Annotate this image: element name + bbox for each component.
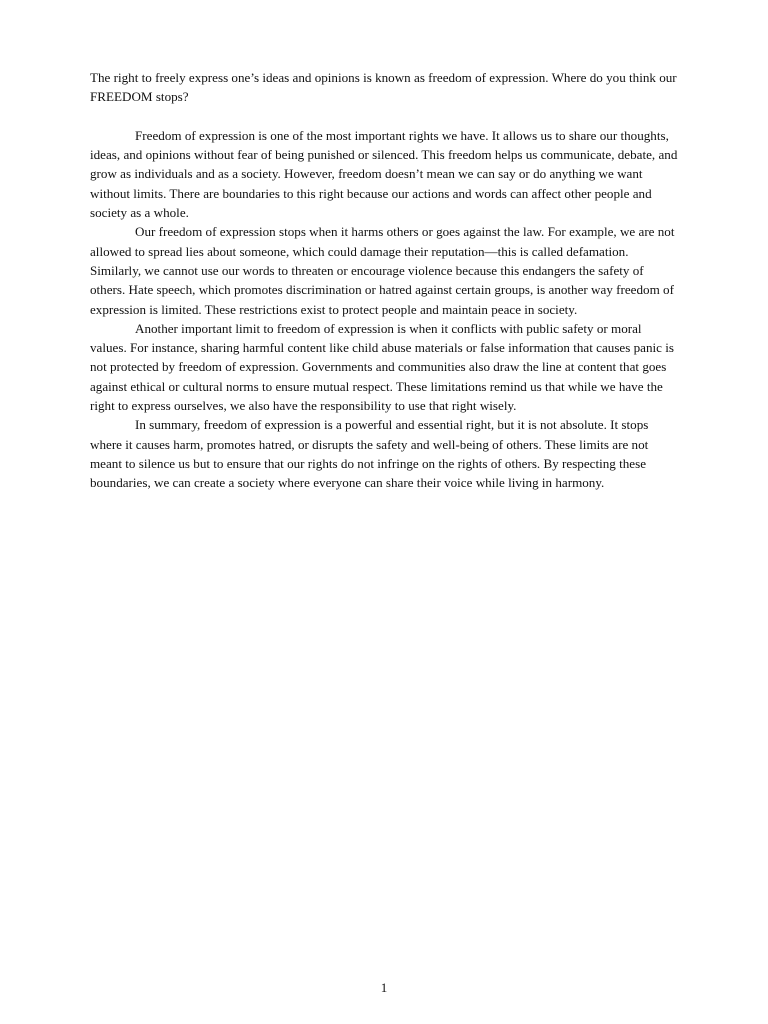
paragraph-summary: In summary, freedom of expression is a powerful and essential right, but it is not absolute. It stops where it causes harm, promotes hatred, or disrupts the safety and well-being of others. These limits are not meant to silence us but to ensure that our rights do not infringe on the rights of others. By respecting these boundaries, we can create a society where everyone can share their voice while living in harmony.	[90, 417, 649, 491]
essay-prompt: The right to freely express one’s ideas and opinions is known as freedom of expression. Where do you think our FREEDOM stops?	[90, 70, 677, 105]
page-number: 1	[380, 980, 388, 995]
paragraph-harm-and-law: Our freedom of expression stops when it harms others or goes against the law. For example, we are not allowed to spread lies about someone, which could damage their reputation—this is called defamation. Similarly, we cannot use our words to threaten or encourage violence because this endangers the safety of others. Hate speech, which promotes discrimination or hatred against certain groups, is another way freedom of expression is limited. These restrictions exist to protect people and maintain peace in society.	[90, 224, 675, 317]
paragraph-public-safety: Another important limit to freedom of expression is when it conflicts with public safety or moral values. For instance, sharing harmful content like child abuse materials or false information that causes panic is not protected by freedom of expression. Governments and communities also draw the line at content that goes against ethical or cultural norms to ensure mutual respect. These limitations remind us that while we have the right to express ourselves, we also have the responsibility to use that right wisely.	[90, 320, 674, 414]
paragraph-introduction: Freedom of expression is one of the most important rights we have. It allows us to share our thoughts, ideas, and opinions without fear of being punished or silenced. This freedom helps us communicate, debate, and grow as individuals and as a society. However, freedom doesn’t mean we can say or do anything we want without limits. There are boundaries to this right because our actions and words can affect other people and society as a whole.	[90, 127, 678, 221]
document-body	[90, 68, 678, 493]
